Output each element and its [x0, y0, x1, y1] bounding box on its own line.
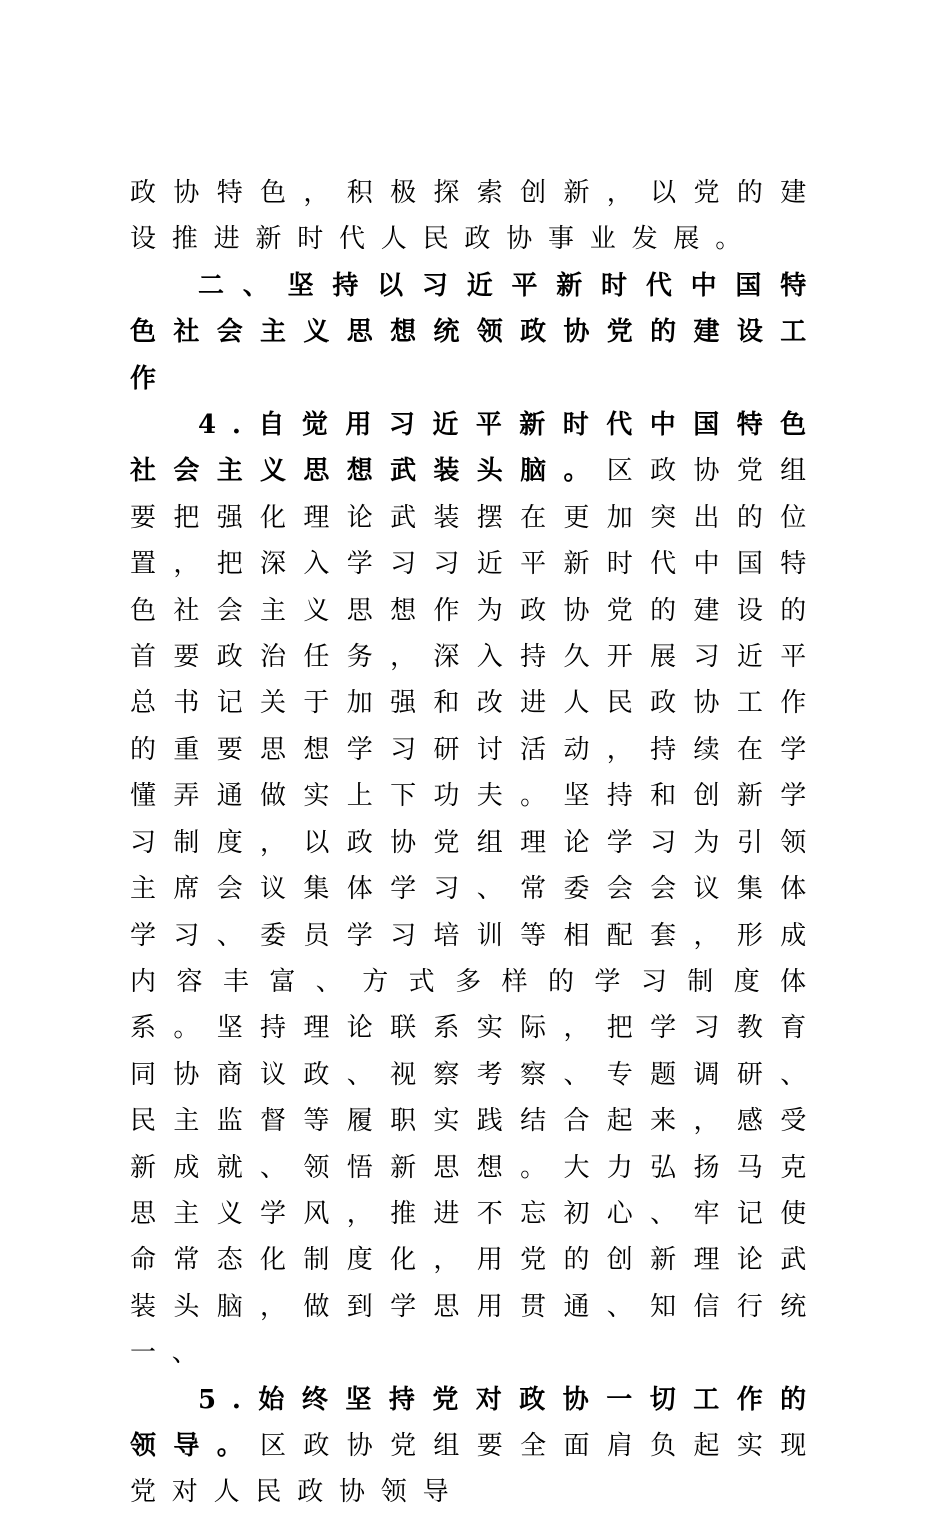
paragraph-5 [130, 1377, 822, 1516]
paragraph-4 [130, 402, 822, 1377]
paragraph-4-title: 4.自觉用习近平新时代中国特色社会主义思想武装头脑。 [130, 410, 822, 487]
paragraph-5-title: 5.始终坚持党对政协一切工作的领导。 [130, 1384, 822, 1461]
section-heading-2: 二、坚持以习近平新时代中国特色社会主义思想统领政协党的建设工作 [130, 270, 822, 394]
document-page [130, 170, 822, 1516]
paragraph-5-body: 区政协党组要全面肩负起实现党对人民政协领导 [130, 1430, 822, 1508]
paragraph-1: 政协特色，积极探索创新，以党的建设推进新时代人民政协事业发展。 [130, 178, 822, 255]
paragraph-4-body: 区政协党组要把强化理论武装摆在更加突出的位置，把深入学习习近平新时代中国特色社会主义思想作为政协党的建设的首要政治任务，深入持久开展习近平总书记关于加强和改进人民政协工作的重要思想学习研讨活动，持续在学懂弄通做实上下功夫。坚持和创新学习制度，以政协党组理论学习为引领主席会议集体学习、常委会会议集体学习、委员学习培训等相配套，形成内容丰富、方式多样的学习制度体系。坚持理论联系实际，把学习教育同协商议政、视察考察、专题调研、民主监督等履职实践结合起来，感受新成就、领悟新思想。大力弘扬马克思主义学风，推进不忘初心、牢记使命常态化制度化，用党的创新理论武装头脑，做到学思用贯通、知信行统一、 [130, 456, 822, 1369]
